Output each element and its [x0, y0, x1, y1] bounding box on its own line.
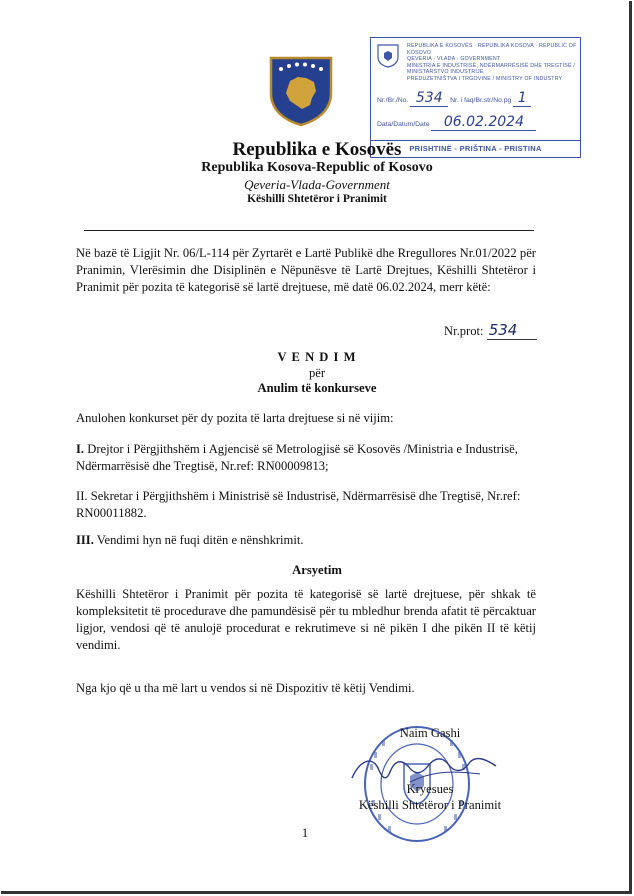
stamp-emblem-icon: [377, 44, 399, 68]
stamp-line-3: MINISTRIA E INDUSTRISË, NDËRMARRËSISË DHE TREGTISË / MINISTARSTVO INDUSTRIJE: [407, 62, 576, 76]
stamp-no-label: Nr./Br./No.: [377, 97, 409, 104]
protocol-number: [444, 321, 537, 340]
protocol-value: 534: [487, 321, 537, 340]
protocol-label: Nr.prot:: [444, 324, 484, 338]
decision-subject: Anulim të konkurseve: [257, 381, 377, 395]
stamp-line-2: QEVERIA · VLADA · GOVERNMENT: [407, 56, 501, 63]
header-country: Republika e Kosovës: [232, 139, 402, 160]
header-divider: [84, 230, 534, 231]
decision-item-3: [76, 532, 536, 549]
header-country-multilang: Republika Kosova-Republic of Kosovo: [201, 160, 433, 175]
item-2-text: Sekretar i Përgjithshëm i Ministrisë së Industrisë, Ndërmarrësisë dhe Tregtisë, Nr.ref: RN00011882.: [76, 489, 521, 520]
preamble-paragraph: Në bazë të Ligjit Nr. 06/L-114 për Zyrtarët e Lartë Publikë dhe Rregullores Nr.01/2022 për Pranimin, Vlerësimin dhe Disiplinën e Nëpunësve të Lartë Drejtues, Këshilli Shtetëror i Pranimit për pozita të kategorisë së lartë drejtuese, më datë 06.02.2024, merr këtë:: [76, 246, 536, 294]
header-body: Këshilli Shtetëror i Pranimit: [247, 193, 387, 205]
conclusion-text: Nga kjo që u tha më lart u vendos si në Dispozitiv të këtij Vendimi.: [76, 681, 415, 695]
stamp-date-label: Data/Datum/Date: [377, 121, 430, 128]
stamp-no-value: 534: [410, 90, 448, 107]
stamp-page-value: 1: [513, 90, 531, 107]
decision-title: V E N D I M: [277, 350, 357, 364]
item-2-number: II.: [76, 489, 88, 503]
kosovo-emblem-icon: [268, 55, 334, 127]
reasoning-title: Arsyetim: [292, 563, 342, 577]
header-government: Qeveria-Vlada-Government: [244, 177, 390, 192]
stamp-page-label: Nr. i faq/Br.str/No.pg: [450, 97, 512, 104]
signatory-body: Këshilli Shtetëror i Pranimit: [358, 798, 502, 812]
stamp-footer: PRISHTINË - PRIŠTINA - PRISTINA: [371, 140, 580, 157]
signatory-role: Kryesues: [406, 782, 454, 796]
decision-item-2: [76, 488, 536, 522]
signatory-name: Naim Gashi: [399, 726, 461, 740]
item-1-text: Drejtor i Përgjithshëm i Agjencisë së Metrologjisë së Kosovës /Ministria e Industrisë, Ndërmarrësisë dhe Tregtisë, Nr.ref: RN00009813;: [76, 442, 518, 473]
item-3-text: Vendimi hyn në fuqi ditën e nënshkrimit.: [96, 533, 304, 547]
item-1-number: I.: [76, 442, 85, 456]
stamp-number-row: [377, 90, 531, 107]
page-number: 1: [301, 826, 309, 840]
stamp-header: [407, 43, 577, 83]
reasoning-paragraph: Këshilli Shtetëror i Pranimit për pozita të kategorisë së lartë drejtuese, për shkak të kompleksitetit të procedurave dhe pamundësisë për tu mbledhur brenda afatit të përcaktuar ligjor, vendosi që të anulojë procedurat e rekrutimeve si në pikën I dhe pikën II të këtij vendimi.: [76, 587, 536, 652]
stamp-line-1: REPUBLIKA E KOSOVËS · REPUBLIKA KOSOVA · REPUBLIC OF KOSOVO: [407, 43, 577, 56]
stamp-date-row: [377, 114, 536, 131]
decision-for: për: [308, 366, 326, 380]
stamp-line-4: PREDUZETNIŠTVA I TRGOVINE / MINISTRY OF INDUSTRY: [407, 75, 563, 82]
decision-item-1: [76, 441, 536, 475]
intro-text: Anulohen konkurset për dy pozita të larta drejtuese si në vijim:: [76, 411, 394, 425]
stamp-date-value: 06.02.2024: [431, 114, 536, 131]
item-3-number: III.: [76, 533, 94, 547]
